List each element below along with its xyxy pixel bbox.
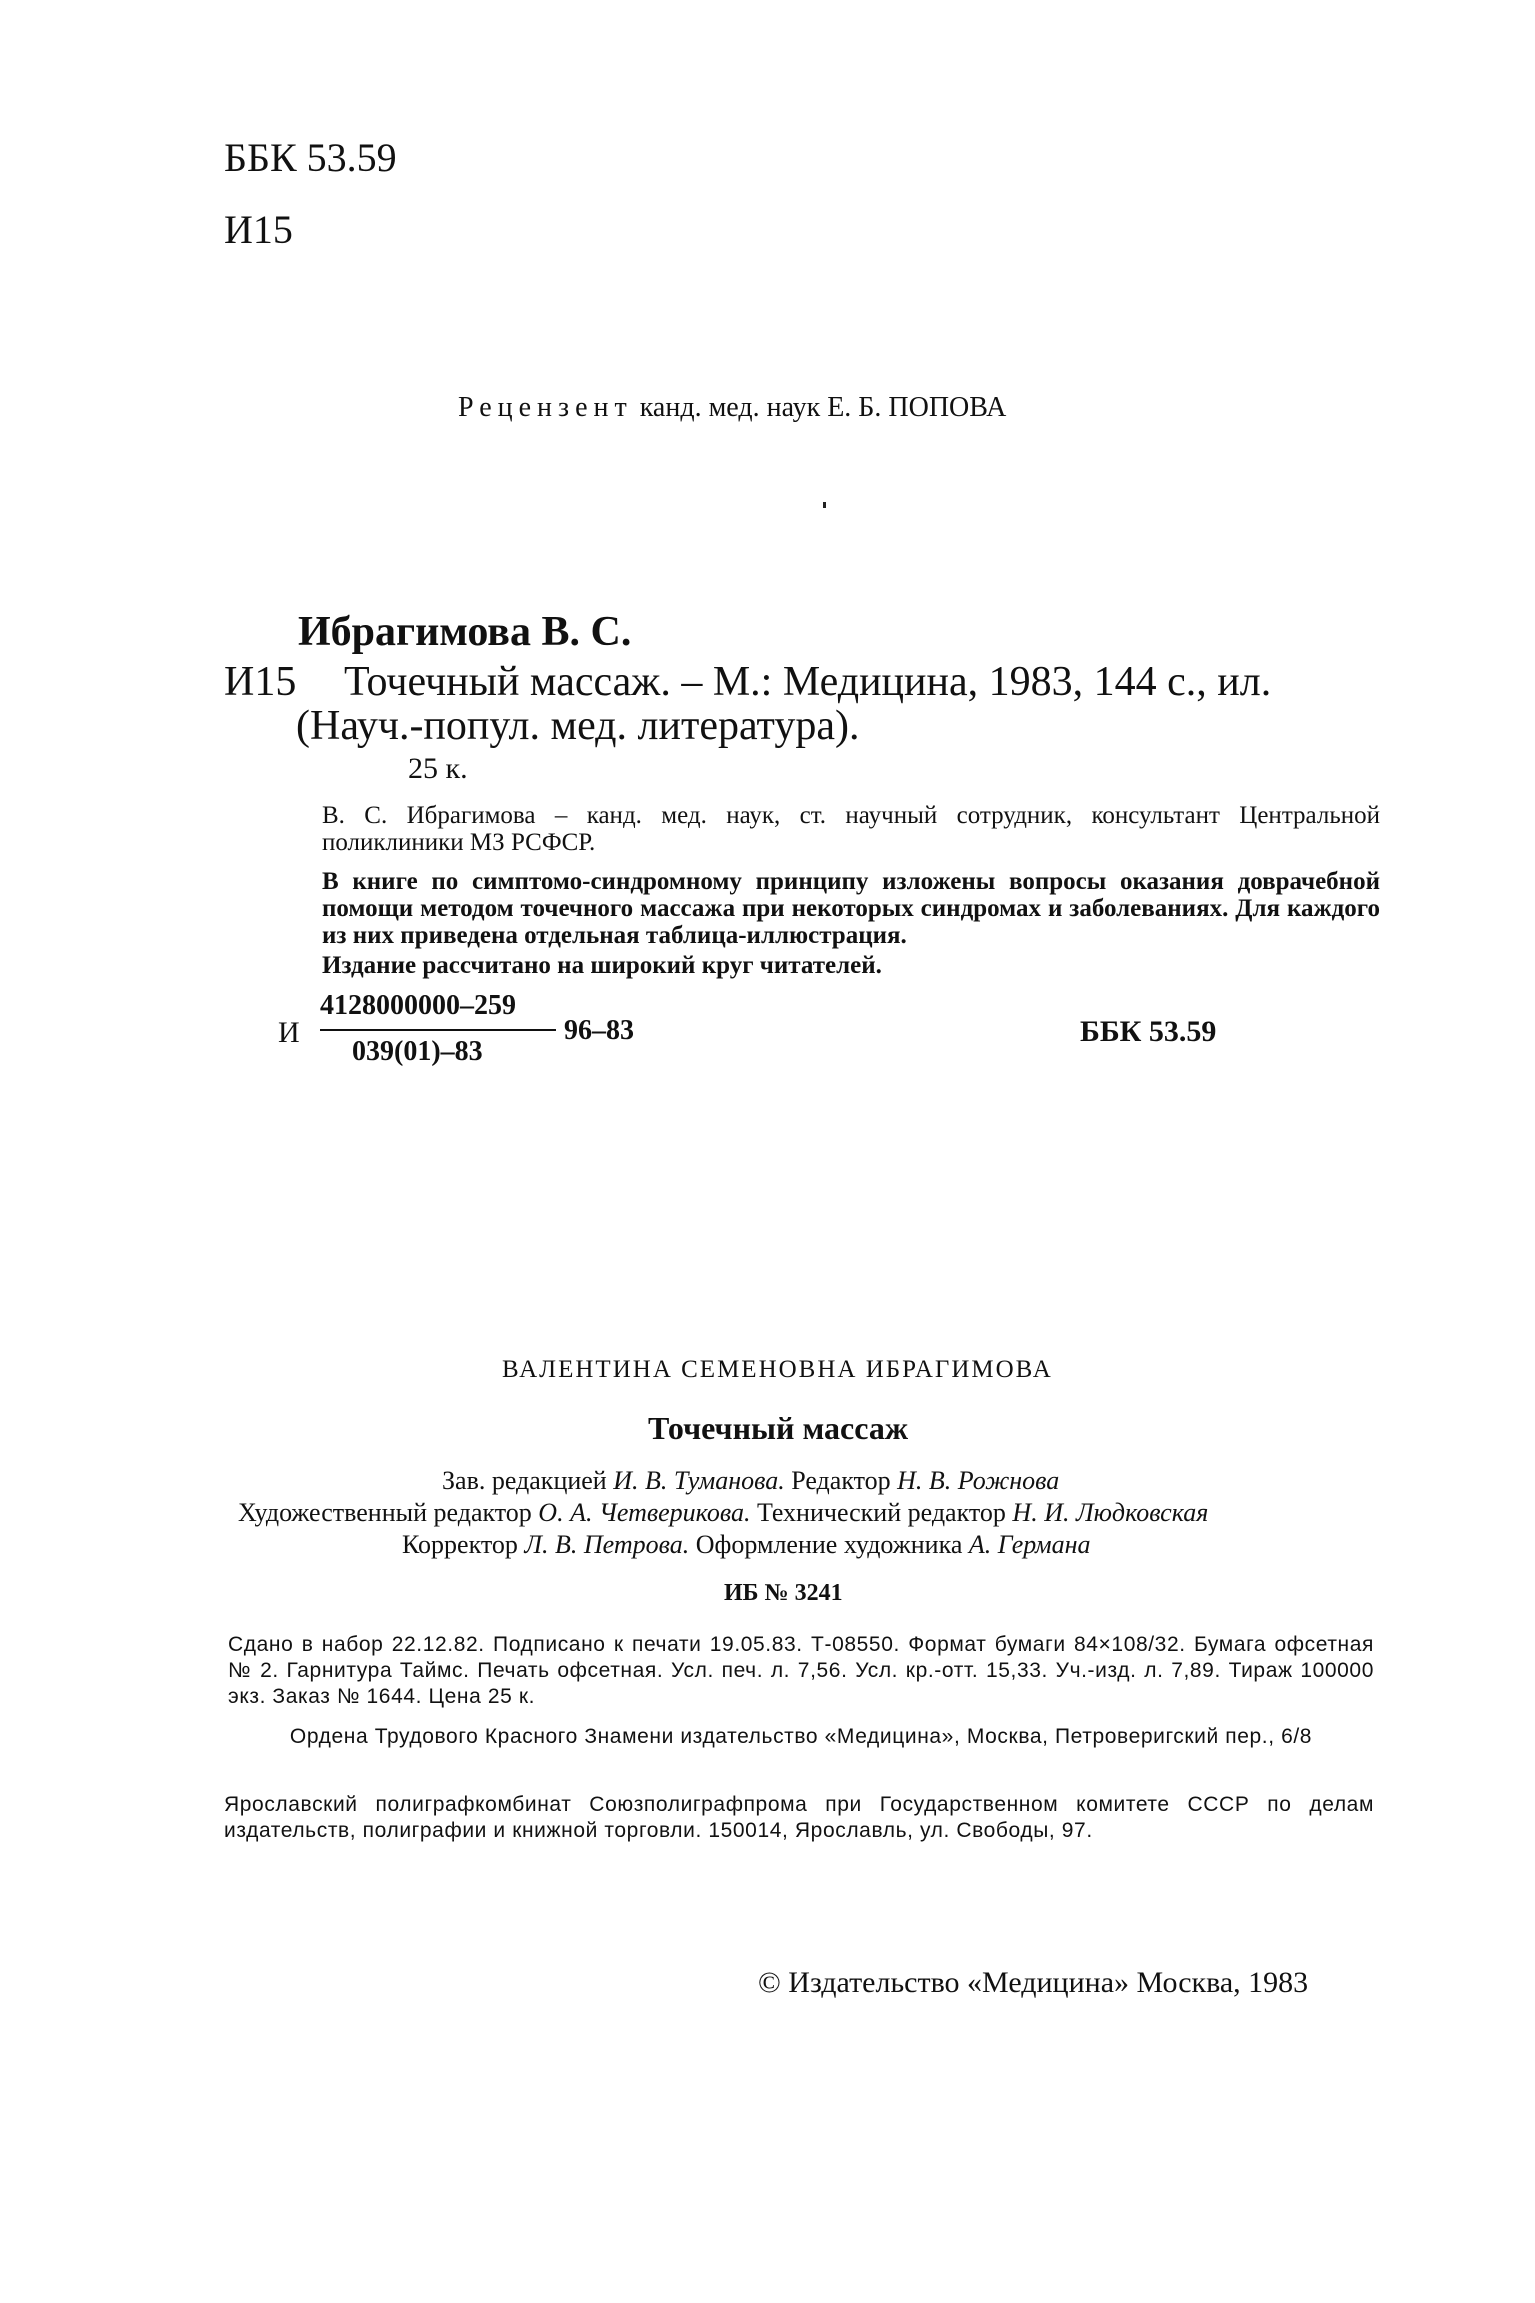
code-bbk: ББК 53.59 <box>1080 1015 1217 1048</box>
reviewer-line <box>458 392 1006 424</box>
reviewer-label: Рецензент <box>458 392 633 423</box>
author-full-name: ВАЛЕНТИНА СЕМЕНОВНА ИБРАГИМОВА <box>502 1356 1053 1383</box>
publisher-address: Ордена Трудового Красного Знамени издательство «Медицина», Москва, Петроверигский пер., 6/8 <box>289 1725 1313 1748</box>
print-details: Сдано в набор 22.12.82. Подписано к печати 19.05.83. Т-08550. Формат бумаги 84×108/32. Бумага офсетная № 2. Гарнитура Таймс. Печать офсетная. Усл. печ. л. 7,56. Усл. кр.-отт. 15,33. Уч.-изд. л. 7,89. Тираж 100000 экз. Заказ № 1644. Цена 25 к. <box>228 1633 1374 1708</box>
code-numerator: 4128000000–259 <box>320 990 516 1021</box>
art-editor-name: О. А. Четверикова. <box>538 1498 751 1527</box>
author-bio: В. С. Ибрагимова – канд. мед. наук, ст. научный сотрудник, консультант Центральной поликлиники МЗ РСФСР. <box>322 802 1380 856</box>
catalog-index: И15 <box>224 659 297 705</box>
author-index: И15 <box>224 207 293 252</box>
editor-label: Редактор <box>791 1466 891 1495</box>
staff-line-2 <box>238 1498 1208 1528</box>
catalog-series: (Науч.-попул. мед. литература). <box>296 703 860 749</box>
staff-line-1 <box>442 1466 1059 1496</box>
staff-line-3 <box>402 1530 1091 1560</box>
code-suffix: 96–83 <box>564 1015 634 1046</box>
fraction-line <box>320 1029 556 1031</box>
art-editor-label: Художественный редактор <box>238 1498 532 1527</box>
tech-editor-name: Н. И. Людковская <box>1012 1498 1209 1527</box>
reviewer-name: канд. мед. наук Е. Б. ПОПОВА <box>639 392 1007 423</box>
stray-mark <box>823 502 826 508</box>
head-name: И. В. Туманова. <box>613 1466 785 1495</box>
code-letter: И <box>278 1016 300 1049</box>
book-title: Точечный массаж <box>648 1410 909 1446</box>
design-label: Оформление художника <box>695 1530 963 1559</box>
catalog-bibliography: Точечный массаж. – М.: Медицина, 1983, 144 с., ил. <box>344 659 1272 705</box>
code-denominator: 039(01)–83 <box>352 1036 483 1067</box>
corrector-name: Л. В. Петрова. <box>524 1530 690 1559</box>
ib-number: ИБ № 3241 <box>724 1580 843 1606</box>
annotation: В книге по симптомо-синдромному принципу изложены вопросы оказания доврачебной помощи методом точечного массажа при некоторых синдромах и заболеваниях. Для каждого из них приведена отдельная таблица-иллюстрация. <box>322 868 1380 949</box>
corrector-label: Корректор <box>402 1530 518 1559</box>
copyright-line: © Издательство «Медицина» Москва, 1983 <box>758 1966 1309 1999</box>
annotation-audience: Издание рассчитано на широкий круг читателей. <box>322 952 882 979</box>
printer-info: Ярославский полиграфкомбинат Союзполиграфпрома при Государственном комитете СССР по делам издательств, полиграфии и книжной торговли. 150014, Ярославль, ул. Свободы, 97. <box>224 1793 1374 1842</box>
head-label: Зав. редакцией <box>442 1466 607 1495</box>
design-name: А. Германа <box>968 1530 1091 1559</box>
catalog-price: 25 к. <box>408 752 468 785</box>
editor-name: Н. В. Рожнова <box>897 1466 1060 1495</box>
bbk-classification: ББК 53.59 <box>224 135 397 180</box>
catalog-author: Ибрагимова В. С. <box>298 609 632 655</box>
tech-editor-label: Технический редактор <box>756 1498 1006 1527</box>
